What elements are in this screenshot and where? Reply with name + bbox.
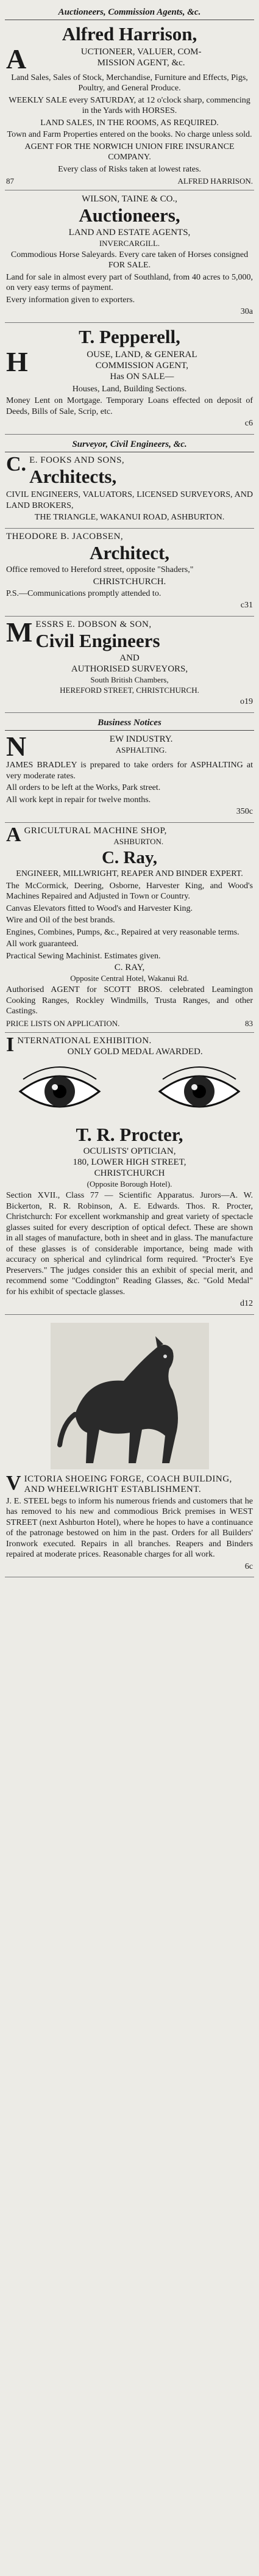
steel-top: ICTORIA SHOEING FORGE, COACH BUILDING, AND WHEELWRIGHT ESTABLISHMENT. bbox=[24, 1474, 232, 1494]
dropcap-c: C. bbox=[6, 452, 27, 476]
horse-icon bbox=[51, 1323, 209, 1469]
dropcap-a2: A bbox=[6, 823, 21, 846]
procter-line3: CHRISTCHURCH bbox=[94, 1168, 165, 1179]
wilson-p2: Land for sale in almost every part of Southland, from 40 acres to 5,000, on very easy terms of payment. bbox=[6, 272, 253, 293]
pepperell-dropcap-block bbox=[6, 346, 253, 383]
ad-fooks bbox=[5, 452, 254, 529]
harrison-p5: AGENT FOR THE NORWICH UNION FIRE INSURANCE COMPANY. bbox=[24, 142, 235, 162]
harrison-name: Alfred Harrison, bbox=[62, 23, 197, 45]
ad-wilson bbox=[5, 190, 254, 323]
ad-dobson bbox=[5, 617, 254, 713]
ray-line1: ENGINEER, MILLWRIGHT, REAPER AND BINDER EXPERT. bbox=[16, 869, 243, 878]
dropcap-a: A bbox=[6, 43, 27, 74]
ad-harrison bbox=[5, 20, 254, 190]
wilson-p1: Commodious Horse Saleyards. Every care taken of Horses consigned FOR SALE. bbox=[10, 250, 249, 270]
procter-line1: OCULISTS' OPTICIAN, bbox=[83, 1146, 176, 1157]
dobson-line2: AUTHORISED SURVEYORS, bbox=[71, 664, 188, 675]
dobson-line4: HEREFORD STREET, CHRISTCHURCH. bbox=[60, 686, 199, 695]
wilson-top: WILSON, TAINE & CO., bbox=[82, 194, 177, 204]
dropcap-v: V bbox=[6, 1471, 21, 1494]
ray-place: ASHBURTON. bbox=[113, 836, 164, 846]
bradley-top: EW INDUSTRY. bbox=[109, 734, 173, 744]
pepperell-line3: Has ON SALE— bbox=[110, 371, 174, 382]
eyes-illustration bbox=[6, 1062, 253, 1121]
ray-code: 83 bbox=[245, 1018, 253, 1028]
wilson-code: 30a bbox=[240, 307, 253, 317]
dobson-line1: AND bbox=[119, 653, 140, 664]
procter-top: NTERNATIONAL EXHIBITION. bbox=[17, 1035, 152, 1046]
fooks-dropcap-block bbox=[6, 452, 253, 489]
bradley-sub: ASPHALTING. bbox=[115, 745, 167, 754]
dobson-dropcap-block bbox=[6, 616, 253, 653]
bradley-code: 350c bbox=[236, 807, 253, 817]
pepperell-line1: OUSE, LAND, & GENERAL bbox=[87, 349, 197, 360]
steel-dropcap-block bbox=[6, 1471, 253, 1495]
ray-p1: The McCormick, Deering, Osborne, Harvester King, and Wood's Machines Repaired and Adjusted in Town or Country. bbox=[6, 881, 253, 901]
harrison-p4: Town and Farm Properties entered on the books. No charge unless sold. bbox=[7, 130, 252, 140]
ray-p4: Engines, Combines, Pumps, &c., Repaired at very reasonable terms. bbox=[6, 927, 239, 937]
bradley-p1: JAMES BRADLEY is prepared to take orders for ASPHALTING at very moderate rates. bbox=[6, 761, 253, 781]
newspaper-column bbox=[5, 0, 254, 1577]
harrison-p3: LAND SALES, IN THE ROOMS, AS REQUIRED. bbox=[40, 118, 219, 128]
ray-p8: PRICE LISTS ON APPLICATION. bbox=[6, 1018, 120, 1028]
section-header-surveyor: Surveyor, Civil Engineers, &c. bbox=[5, 437, 254, 452]
right-eye-icon bbox=[157, 1064, 242, 1119]
ray-name: C. Ray, bbox=[101, 847, 158, 867]
pepperell-name: T. Pepperell, bbox=[79, 325, 180, 347]
jacobsen-p1: Office removed to Hereford street, opposite "Shaders," bbox=[6, 565, 194, 575]
ad-procter bbox=[5, 1033, 254, 1315]
ad-jacobsen bbox=[5, 529, 254, 617]
procter-line4: (Opposite Borough Hotel). bbox=[87, 1179, 172, 1189]
procter-code: d12 bbox=[240, 1299, 253, 1309]
dropcap-n: N bbox=[6, 730, 27, 762]
ray-sig2: Opposite Central Hotel, Wakanui Rd. bbox=[70, 974, 189, 983]
pepperell-line2: COMMISSION AGENT, bbox=[95, 360, 188, 371]
procter-dropcap-block bbox=[6, 1033, 253, 1058]
steel-code: 6c bbox=[244, 1561, 253, 1571]
ad-ray bbox=[5, 823, 254, 1033]
jacobsen-p2: P.S.—Communications promptly attended to. bbox=[6, 588, 161, 598]
ray-p6: Practical Sewing Machinist. Estimates given. bbox=[6, 951, 161, 961]
ad-bradley bbox=[5, 731, 254, 823]
dobson-top: ESSRS E. DOBSON & SON, bbox=[35, 619, 152, 629]
harrison-footer bbox=[6, 176, 253, 186]
jacobsen-top: THEODORE B. JACOBSEN, bbox=[6, 531, 124, 541]
dobson-title: Civil Engineers bbox=[35, 629, 160, 651]
wilson-sub: LAND AND ESTATE AGENTS, bbox=[68, 227, 191, 237]
bradley-p3: All work kept in repair for twelve months. bbox=[6, 795, 151, 805]
procter-sub: ONLY GOLD MEDAL AWARDED. bbox=[67, 1046, 203, 1057]
ray-p5: All work guaranteed. bbox=[6, 939, 79, 949]
procter-name: T. R. Procter, bbox=[76, 1123, 183, 1145]
pepperell-code: c6 bbox=[244, 419, 253, 429]
harrison-code: 87 bbox=[6, 176, 14, 186]
ray-footer bbox=[6, 1019, 253, 1029]
dropcap-i: I bbox=[6, 1033, 15, 1056]
jacobsen-code: c31 bbox=[240, 601, 253, 610]
ray-dropcap-block bbox=[6, 823, 253, 847]
harrison-line1: UCTIONEER, VALUER, COM- bbox=[80, 46, 202, 57]
dobson-line3: South British Chambers, bbox=[90, 675, 169, 685]
dropcap-m: M bbox=[6, 616, 33, 648]
jacobsen-title: Architect, bbox=[89, 541, 170, 563]
bradley-p2: All orders to be left at the Works, Park street. bbox=[6, 783, 161, 793]
section-header-business: Business Notices bbox=[5, 715, 254, 731]
harrison-p6: Every class of Risks taken at lowest rates. bbox=[58, 164, 201, 174]
dropcap-h: H bbox=[6, 346, 28, 377]
wilson-place: INVERCARGILL. bbox=[99, 238, 160, 248]
pepperell-p2: Money Lent on Mortgage. Temporary Loans effected on deposit of Deeds, Bills of Sale, Scrip, etc. bbox=[6, 396, 253, 416]
fooks-p2: THE TRIANGLE, WAKANUI ROAD, ASHBURTON. bbox=[34, 513, 225, 523]
harrison-p2: WEEKLY SALE every SATURDAY, at 12 o'clock sharp, commencing in the Yards with HORSES. bbox=[9, 95, 250, 116]
bradley-dropcap-block bbox=[6, 730, 253, 762]
harrison-signature: ALFRED HARRISON. bbox=[177, 176, 253, 186]
procter-p1: Section XVII., Class 77 — Scientific Apparatus. Jurors—A. W. Bickerton, R. R. Robinson, A. E. Edwards. Thos. R. Procter, Christchurch: For excellent workmanship and great variety of spectacle glasses suited for every description of optical defect. These are shown in all stages of manufacture, both in sheet and in glass. The manufacture of these glasses is of considerable importance, being made with accuracy on spherical and cylindrical form required. "Procter's Eye Preservers." The judges consider this an exhibit of special merit, and recommend some "Coddington" Reading Glasses, &c. "Gold Medal" for his exhibit of spectacle glasses. bbox=[6, 1191, 253, 1297]
harrison-line2: MISSION AGENT, &c. bbox=[97, 57, 185, 68]
jacobsen-place: CHRISTCHURCH. bbox=[93, 576, 166, 587]
pepperell-p1: Houses, Land, Building Sections. bbox=[72, 384, 187, 394]
fooks-p1: CIVIL ENGINEERS, VALUATORS, LICENSED SURVEYORS, AND LAND BROKERS, bbox=[6, 490, 253, 510]
ray-p3: Wire and Oil of the best brands. bbox=[6, 916, 115, 925]
wilson-title: Auctioneers, bbox=[79, 204, 180, 226]
ray-p2: Canvas Elevators fitted to Wood's and Harvester King. bbox=[6, 903, 193, 913]
dobson-code: o19 bbox=[240, 697, 253, 707]
ray-p7: Authorised AGENT for SCOTT BROS. celebrated Leamington Cooking Ranges, Rockley Windmills, Trusta Ranges, and other Castings. bbox=[6, 985, 253, 1016]
ray-top: GRICULTURAL MACHINE SHOP, bbox=[24, 825, 167, 836]
procter-line2: 180, LOWER HIGH STREET, bbox=[73, 1157, 186, 1168]
left-eye-icon bbox=[17, 1064, 102, 1119]
ad-steel bbox=[5, 1315, 254, 1578]
fooks-top: E. FOOKS AND SONS, bbox=[29, 455, 125, 465]
ad-pepperell bbox=[5, 323, 254, 435]
section-header-auctioneers: Auctioneers, Commission Agents, &c. bbox=[5, 5, 254, 20]
harrison-p1: Land Sales, Sales of Stock, Merchandise, Furniture and Effects, Pigs, Poultry, and General Produce. bbox=[11, 73, 248, 93]
fooks-title: Architects, bbox=[29, 465, 117, 487]
ray-sig: C. RAY, bbox=[114, 963, 145, 972]
harrison-dropcap-block bbox=[6, 43, 253, 74]
steel-p1: J. E. STEEL begs to inform his numerous friends and customers that he has removed to his new and commodious Brick premises in WEST STREET (next Ashburton Hotel), where he hopes to have a continuance of the patronage bestowed on him in the past. Orders for all Builders' Ironwork executed. Repairs in all branches. Reapers and Binders repaired at moderate prices. Reasonable charges for all work. bbox=[6, 1496, 253, 1560]
wilson-p3: Every information given to exporters. bbox=[6, 295, 135, 305]
